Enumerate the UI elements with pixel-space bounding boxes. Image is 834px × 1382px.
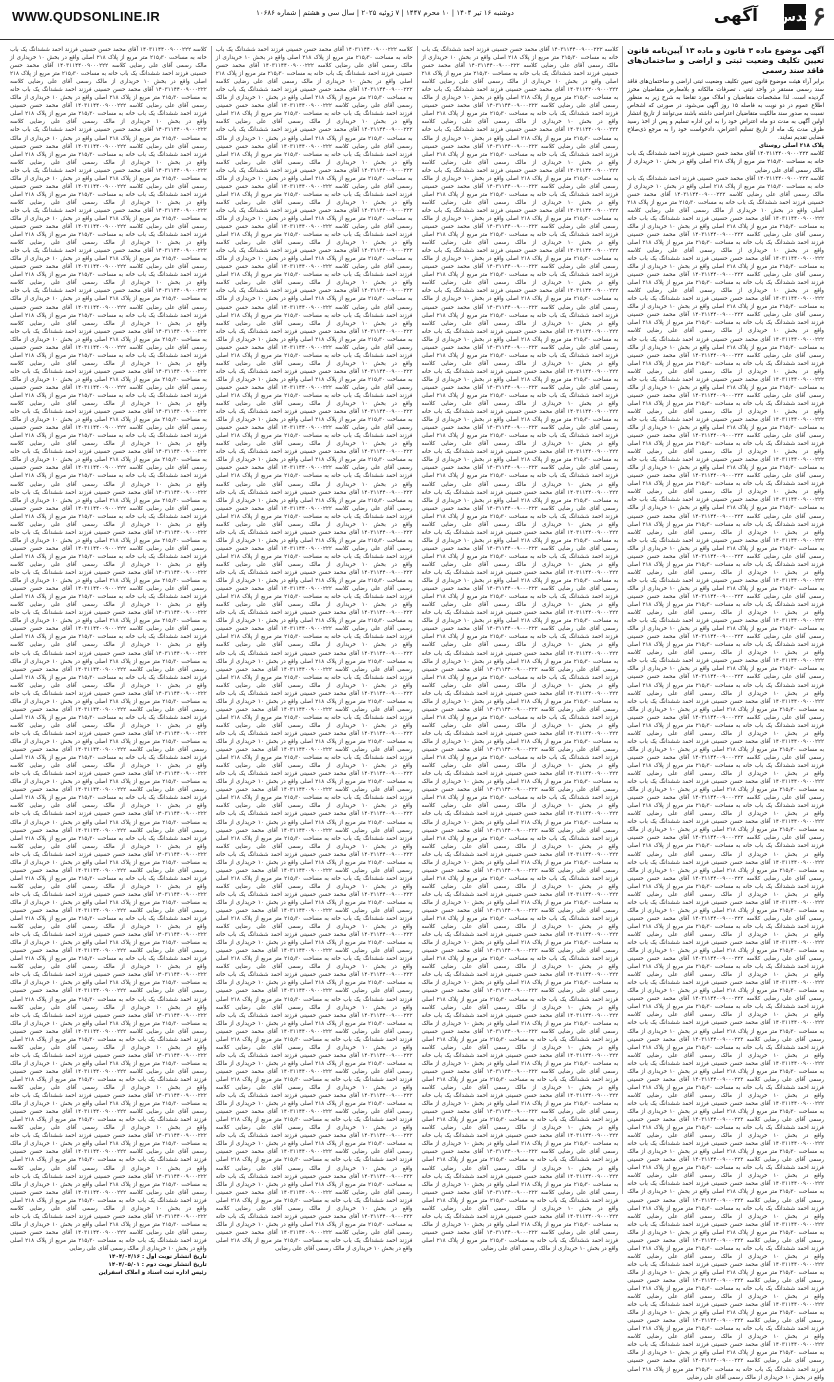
issue-line: دوشنبه ۱۶ تیر ۱۴۰۴ | ۱۰ محرم ۱۴۴۷ | ۷ ژوئیه ۲۰۲۵ | سال سی و هشتم | شماره ۱۰۶۸۶ xyxy=(256,9,514,17)
notice-intro: برابر آراء هیئت موضوع قانون تعیین تکلیف وضعیت ثبتی اراضی و ساختمان‌های فاقد سند رسمی مستقر در واحد ثبتی ، تصرفات مالکانه و بلامعارض متقاضیان محرز گردیده است. لذا مشخصات متقاضیان و املاک مورد تقاضا به شرح زیر به منظور اطلاع عموم در دو نوبت به فاصله ۱۵ روز آگهی می‌شود. در صورتی که اشخاص نسبت به صدور سند مالکیت متقاضیان اعتراضی داشته باشند می‌توانند از تاریخ انتشار اولین آگهی به مدت دو ماه اعتراض خود را به این اداره تسلیم و پس از اخذ رسید ظرف مدت یک ماه از تاریخ تسلیم اعتراض، دادخواست خود را به مرجع ذی‌صلاح قضایی تقدیم نمایند. xyxy=(627,79,825,142)
notice-entry: کلاسه ۱۴۰۳۱۱۴۴۰۰۹۰۰۰۲۲۲ آقای محمد حسن حسینی فرزند احمد ششدانگ یک باب خانه به مساحت ۲۱۵٫۳۰ متر مربع از پلاک ۲۱۸ اصلی واقع در بخش ۱۰ خریداری از مالک رسمی آقای علی رضایی xyxy=(627,151,825,174)
column-3 xyxy=(211,46,417,1252)
publication-date-2: تاریخ انتشار نوبت دوم : ۱۴۰۴/۰۵/۰۱ xyxy=(108,1262,207,1269)
column-2 xyxy=(417,46,623,1252)
column-body: کلاسه ۱۴۰۳۱۱۴۴۰۰۹۰۰۰۲۲۲ آقای محمد حسن حسینی فرزند احمد ششدانگ یک باب خانه به مساحت ۲۱۵٫۳۰ متر مربع از پلاک ۲۱۸ اصلی واقع در بخش ۱۰ خریداری از مالک رسمی آقای علی رضایی کلاسه ۱۴۰۳۱۱۴۴۰۰۹۰۰۰۲۲۲ آقای محمد حسن حسینی فرزند احمد ششدانگ یک باب خانه به مساحت ۲۱۵٫۳۰ متر مربع از پلاک ۲۱۸ اصلی واقع در بخش ۱۰ خریداری از مالک رسمی آقای علی رضایی کلاسه ۱۴۰۳۱۱۴۴۰۰۹۰۰۰۲۲۲ آقای محمد حسن حسینی فرزند احمد ششدانگ یک باب خانه به مساحت ۲۱۵٫۳۰ متر مربع از پلاک ۲۱۸ اصلی واقع در بخش ۱۰ خریداری از مالک رسمی آقای علی رضایی کلاسه ۱۴۰۳۱۱۴۴۰۰۹۰۰۰۲۲۲ آقای محمد حسن حسینی فرزند احمد ششدانگ یک باب خانه به مساحت ۲۱۵٫۳۰ متر مربع از پلاک ۲۱۸ اصلی واقع در بخش ۱۰ خریداری از مالک رسمی آقای علی رضایی کلاسه ۱۴۰۳۱۱۴۴۰۰۹۰۰۰۲۲۲ آقای محمد حسن حسینی فرزند احمد ششدانگ یک باب خانه به مساحت ۲۱۵٫۳۰ متر مربع از پلاک ۲۱۸ اصلی واقع در بخش ۱۰ خریداری از مالک رسمی آقای علی رضایی کلاسه ۱۴۰۳۱۱۴۴۰۰۹۰۰۰۲۲۲ آقای محمد حسن حسینی فرزند احمد ششدانگ یک باب خانه به مساحت ۲۱۵٫۳۰ متر مربع از پلاک ۲۱۸ اصلی واقع در بخش ۱۰ خریداری از مالک رسمی آقای علی رضایی کلاسه ۱۴۰۳۱۱۴۴۰۰۹۰۰۰۲۲۲ آقای محمد حسن حسینی فرزند احمد ششدانگ یک باب خانه به مساحت ۲۱۵٫۳۰ متر مربع از پلاک ۲۱۸ اصلی واقع در بخش ۱۰ خریداری از مالک رسمی آقای علی رضایی کلاسه ۱۴۰۳۱۱۴۴۰۰۹۰۰۰۲۲۲ آقای محمد حسن حسینی فرزند احمد ششدانگ یک باب خانه به مساحت ۲۱۵٫۳۰ متر مربع از پلاک ۲۱۸ اصلی واقع در بخش ۱۰ خریداری از مالک رسمی آقای علی رضایی کلاسه ۱۴۰۳۱۱۴۴۰۰۹۰۰۰۲۲۲ آقای محمد حسن حسینی فرزند احمد ششدانگ یک باب خانه به مساحت ۲۱۵٫۳۰ متر مربع از پلاک ۲۱۸ اصلی واقع در بخش ۱۰ خریداری از مالک رسمی آقای علی رضایی کلاسه ۱۴۰۳۱۱۴۴۰۰۹۰۰۰۲۲۲ آقای محمد حسن حسینی فرزند احمد ششدانگ یک باب خانه به مساحت ۲۱۵٫۳۰ متر مربع از پلاک ۲۱۸ اصلی واقع در بخش ۱۰ خریداری از مالک رسمی آقای علی رضایی کلاسه ۱۴۰۳۱۱۴۴۰۰۹۰۰۰۲۲۲ آقای محمد حسن حسینی فرزند احمد ششدانگ یک باب خانه به مساحت ۲۱۵٫۳۰ متر مربع از پلاک ۲۱۸ اصلی واقع در بخش ۱۰ خریداری از مالک رسمی آقای علی رضایی کلاسه ۱۴۰۳۱۱۴۴۰۰۹۰۰۰۲۲۲ آقای محمد حسن حسینی فرزند احمد ششدانگ یک باب خانه به مساحت ۲۱۵٫۳۰ متر مربع از پلاک ۲۱۸ اصلی واقع در بخش ۱۰ خریداری از مالک رسمی آقای علی رضایی کلاسه ۱۴۰۳۱۱۴۴۰۰۹۰۰۰۲۲۲ آقای محمد حسن حسینی فرزند احمد ششدانگ یک باب خانه به مساحت ۲۱۵٫۳۰ متر مربع از پلاک ۲۱۸ اصلی واقع در بخش ۱۰ خریداری از مالک رسمی آقای علی رضایی کلاسه ۱۴۰۳۱۱۴۴۰۰۹۰۰۰۲۲۲ آقای محمد حسن حسینی فرزند احمد ششدانگ یک باب خانه به مساحت ۲۱۵٫۳۰ متر مربع از پلاک ۲۱۸ اصلی واقع در بخش ۱۰ خریداری از مالک رسمی آقای علی رضایی کلاسه ۱۴۰۳۱۱۴۴۰۰۹۰۰۰۲۲۲ آقای محمد حسن حسینی فرزند احمد ششدانگ یک باب خانه به مساحت ۲۱۵٫۳۰ متر مربع از پلاک ۲۱۸ اصلی واقع در بخش ۱۰ خریداری از مالک رسمی آقای علی رضایی کلاسه ۱۴۰۳۱۱۴۴۰۰۹۰۰۰۲۲۲ آقای محمد حسن حسینی فرزند احمد ششدانگ یک باب خانه به مساحت ۲۱۵٫۳۰ متر مربع از پلاک ۲۱۸ اصلی واقع در بخش ۱۰ خریداری از مالک رسمی آقای علی رضایی کلاسه ۱۴۰۳۱۱۴۴۰۰۹۰۰۰۲۲۲ آقای محمد حسن حسینی فرزند احمد ششدانگ یک باب خانه به مساحت ۲۱۵٫۳۰ متر مربع از پلاک ۲۱۸ اصلی واقع در بخش ۱۰ خریداری از مالک رسمی آقای علی رضایی کلاسه ۱۴۰۳۱۱۴۴۰۰۹۰۰۰۲۲۲ آقای محمد حسن حسینی فرزند احمد ششدانگ یک باب خانه به مساحت ۲۱۵٫۳۰ متر مربع از پلاک ۲۱۸ اصلی واقع در بخش ۱۰ خریداری از مالک رسمی آقای علی رضایی کلاسه ۱۴۰۳۱۱۴۴۰۰۹۰۰۰۲۲۲ آقای محمد حسن حسینی فرزند احمد ششدانگ یک باب خانه به مساحت ۲۱۵٫۳۰ متر مربع از پلاک ۲۱۸ اصلی واقع در بخش ۱۰ خریداری از مالک رسمی آقای علی رضایی کلاسه ۱۴۰۳۱۱۴۴۰۰۹۰۰۰۲۲۲ آقای محمد حسن حسینی فرزند احمد ششدانگ یک باب خانه به مساحت ۲۱۵٫۳۰ متر مربع از پلاک ۲۱۸ اصلی واقع در بخش ۱۰ خریداری از مالک رسمی آقای علی رضایی کلاسه ۱۴۰۳۱۱۴۴۰۰۹۰۰۰۲۲۲ آقای محمد حسن حسینی فرزند احمد ششدانگ یک باب خانه به مساحت ۲۱۵٫۳۰ متر مربع از پلاک ۲۱۸ اصلی واقع در بخش ۱۰ خریداری از مالک رسمی آقای علی رضایی کلاسه ۱۴۰۳۱۱۴۴۰۰۹۰۰۰۲۲۲ آقای محمد حسن حسینی فرزند احمد ششدانگ یک باب خانه به مساحت ۲۱۵٫۳۰ متر مربع از پلاک ۲۱۸ اصلی واقع در بخش ۱۰ خریداری از مالک رسمی آقای علی رضایی کلاسه ۱۴۰۳۱۱۴۴۰۰۹۰۰۰۲۲۲ آقای محمد حسن حسینی فرزند احمد ششدانگ یک باب خانه به مساحت ۲۱۵٫۳۰ متر مربع از پلاک ۲۱۸ اصلی واقع در بخش ۱۰ خریداری از مالک رسمی آقای علی رضایی کلاسه ۱۴۰۳۱۱۴۴۰۰۹۰۰۰۲۲۲ آقای محمد حسن حسینی فرزند احمد ششدانگ یک باب خانه به مساحت ۲۱۵٫۳۰ متر مربع از پلاک ۲۱۸ اصلی واقع در بخش ۱۰ خریداری از مالک رسمی آقای علی رضایی کلاسه ۱۴۰۳۱۱۴۴۰۰۹۰۰۰۲۲۲ آقای محمد حسن حسینی فرزند احمد ششدانگ یک باب خانه به مساحت ۲۱۵٫۳۰ متر مربع از پلاک ۲۱۸ اصلی واقع در بخش ۱۰ خریداری از مالک رسمی آقای علی رضایی کلاسه ۱۴۰۳۱۱۴۴۰۰۹۰۰۰۲۲۲ آقای محمد حسن حسینی فرزند احمد ششدانگ یک باب خانه به مساحت ۲۱۵٫۳۰ متر مربع از پلاک ۲۱۸ اصلی واقع در بخش ۱۰ خریداری از مالک رسمی آقای علی رضایی کلاسه ۱۴۰۳۱۱۴۴۰۰۹۰۰۰۲۲۲ آقای محمد حسن حسینی فرزند احمد ششدانگ یک باب خانه به مساحت ۲۱۵٫۳۰ متر مربع از پلاک ۲۱۸ اصلی واقع در بخش ۱۰ خریداری از مالک رسمی آقای علی رضایی کلاسه ۱۴۰۳۱۱۴۴۰۰۹۰۰۰۲۲۲ آقای محمد حسن حسینی فرزند احمد ششدانگ یک باب خانه به مساحت ۲۱۵٫۳۰ متر مربع از پلاک ۲۱۸ اصلی واقع در بخش ۱۰ خریداری از مالک رسمی آقای علی رضایی کلاسه ۱۴۰۳۱۱۴۴۰۰۹۰۰۰۲۲۲ آقای محمد حسن حسینی فرزند احمد ششدانگ یک باب خانه به مساحت ۲۱۵٫۳۰ متر مربع از پلاک ۲۱۸ اصلی واقع در بخش ۱۰ خریداری از مالک رسمی آقای علی رضایی کلاسه ۱۴۰۳۱۱۴۴۰۰۹۰۰۰۲۲۲ آقای محمد حسن حسینی فرزند احمد ششدانگ یک باب خانه به مساحت ۲۱۵٫۳۰ متر مربع از پلاک ۲۱۸ اصلی واقع در بخش ۱۰ خریداری از مالک رسمی آقای علی رضایی کلاسه ۱۴۰۳۱۱۴۴۰۰۹۰۰۰۲۲۲ آقای محمد حسن حسینی فرزند احمد ششدانگ یک باب خانه به مساحت ۲۱۵٫۳۰ متر مربع از پلاک ۲۱۸ اصلی واقع در بخش ۱۰ خریداری از مالک رسمی آقای علی رضایی کلاسه ۱۴۰۳۱۱۴۴۰۰۹۰۰۰۲۲۲ آقای محمد حسن حسینی فرزند احمد ششدانگ یک باب خانه به مساحت ۲۱۵٫۳۰ متر مربع از پلاک ۲۱۸ اصلی واقع در بخش ۱۰ خریداری از مالک رسمی آقای علی رضایی کلاسه ۱۴۰۳۱۱۴۴۰۰۹۰۰۰۲۲۲ آقای محمد حسن حسینی فرزند احمد ششدانگ یک باب خانه به مساحت ۲۱۵٫۳۰ متر مربع از پلاک ۲۱۸ اصلی واقع در بخش ۱۰ خریداری از مالک رسمی آقای علی رضایی کلاسه ۱۴۰۳۱۱۴۴۰۰۹۰۰۰۲۲۲ آقای محمد حسن حسینی فرزند احمد ششدانگ یک باب خانه به مساحت ۲۱۵٫۳۰ متر مربع از پلاک ۲۱۸ اصلی واقع در بخش ۱۰ خریداری از مالک رسمی آقای علی رضایی کلاسه ۱۴۰۳۱۱۴۴۰۰۹۰۰۰۲۲۲ آقای محمد حسن حسینی فرزند احمد ششدانگ یک باب خانه به مساحت ۲۱۵٫۳۰ متر مربع از پلاک ۲۱۸ اصلی واقع در بخش ۱۰ خریداری از مالک رسمی آقای علی رضایی کلاسه ۱۴۰۳۱۱۴۴۰۰۹۰۰۰۲۲۲ آقای محمد حسن حسینی فرزند احمد ششدانگ یک باب خانه به مساحت ۲۱۵٫۳۰ متر مربع از پلاک ۲۱۸ اصلی واقع در بخش ۱۰ خریداری از مالک رسمی آقای علی رضایی کلاسه ۱۴۰۳۱۱۴۴۰۰۹۰۰۰۲۲۲ آقای محمد حسن حسینی فرزند احمد ششدانگ یک باب خانه به مساحت ۲۱۵٫۳۰ متر مربع از پلاک ۲۱۸ اصلی واقع در بخش ۱۰ خریداری از مالک رسمی آقای علی رضایی کلاسه ۱۴۰۳۱۱۴۴۰۰۹۰۰۰۲۲۲ آقای محمد حسن حسینی فرزند احمد ششدانگ یک باب خانه به مساحت ۲۱۵٫۳۰ متر مربع از پلاک ۲۱۸ اصلی واقع در بخش ۱۰ خریداری از مالک رسمی آقای علی رضایی کلاسه ۱۴۰۳۱۱۴۴۰۰۹۰۰۰۲۲۲ آقای محمد حسن حسینی فرزند احمد ششدانگ یک باب خانه به مساحت ۲۱۵٫۳۰ متر مربع از پلاک ۲۱۸ اصلی واقع در بخش ۱۰ خریداری از مالک رسمی آقای علی رضایی کلاسه ۱۴۰۳۱۱۴۴۰۰۹۰۰۰۲۲۲ آقای محمد حسن حسینی فرزند احمد ششدانگ یک باب خانه به مساحت ۲۱۵٫۳۰ متر مربع از پلاک ۲۱۸ اصلی واقع در بخش ۱۰ خریداری از مالک رسمی آقای علی رضایی کلاسه ۱۴۰۳۱۱۴۴۰۰۹۰۰۰۲۲۲ آقای محمد حسن حسینی فرزند احمد ششدانگ یک باب خانه به مساحت ۲۱۵٫۳۰ متر مربع از پلاک ۲۱۸ اصلی واقع در بخش ۱۰ خریداری از مالک رسمی آقای علی رضایی کلاسه ۱۴۰۳۱۱۴۴۰۰۹۰۰۰۲۲۲ آقای محمد حسن حسینی فرزند احمد ششدانگ یک باب خانه به مساحت ۲۱۵٫۳۰ متر مربع از پلاک ۲۱۸ اصلی واقع در بخش ۱۰ خریداری از مالک رسمی آقای علی رضایی کلاسه ۱۴۰۳۱۱۴۴۰۰۹۰۰۰۲۲۲ آقای محمد حسن حسینی فرزند احمد ششدانگ یک باب خانه به مساحت ۲۱۵٫۳۰ متر مربع از پلاک ۲۱۸ اصلی واقع در بخش ۱۰ خریداری از مالک رسمی آقای علی رضایی کلاسه ۱۴۰۳۱۱۴۴۰۰۹۰۰۰۲۲۲ آقای محمد حسن حسینی فرزند احمد ششدانگ یک باب خانه به مساحت ۲۱۵٫۳۰ متر مربع از پلاک ۲۱۸ اصلی واقع در بخش ۱۰ خریداری از مالک رسمی آقای علی رضایی کلاسه ۱۴۰۳۱۱۴۴۰۰۹۰۰۰۲۲۲ آقای محمد حسن حسینی فرزند احمد ششدانگ یک باب خانه به مساحت ۲۱۵٫۳۰ متر مربع از پلاک ۲۱۸ اصلی واقع در بخش ۱۰ خریداری از مالک رسمی آقای علی رضایی کلاسه ۱۴۰۳۱۱۴۴۰۰۹۰۰۰۲۲۲ آقای محمد حسن حسینی فرزند احمد ششدانگ یک باب خانه به مساحت ۲۱۵٫۳۰ متر مربع از پلاک ۲۱۸ اصلی واقع در بخش ۱۰ خریداری از مالک رسمی آقای علی رضایی کلاسه ۱۴۰۳۱۱۴۴۰۰۹۰۰۰۲۲۲ آقای محمد حسن حسینی فرزند احمد ششدانگ یک باب خانه به مساحت ۲۱۵٫۳۰ متر مربع از پلاک ۲۱۸ اصلی واقع در بخش ۱۰ خریداری از مالک رسمی آقای علی رضایی کلاسه ۱۴۰۳۱۱۴۴۰۰۹۰۰۰۲۲۲ آقای محمد حسن حسینی فرزند احمد ششدانگ یک باب خانه به مساحت ۲۱۵٫۳۰ متر مربع از پلاک ۲۱۸ اصلی واقع در بخش ۱۰ خریداری از مالک رسمی آقای علی رضایی کلاسه ۱۴۰۳۱۱۴۴۰۰۹۰۰۰۲۲۲ آقای محمد حسن حسینی فرزند احمد ششدانگ یک باب خانه به مساحت ۲۱۵٫۳۰ متر مربع از پلاک ۲۱۸ اصلی واقع در بخش ۱۰ خریداری از مالک رسمی آقای علی رضایی کلاسه ۱۴۰۳۱۱۴۴۰۰۹۰۰۰۲۲۲ آقای محمد حسن حسینی فرزند احمد ششدانگ یک باب خانه به مساحت ۲۱۵٫۳۰ متر مربع از پلاک ۲۱۸ اصلی واقع در بخش ۱۰ خریداری از مالک رسمی آقای علی رضایی کلاسه ۱۴۰۳۱۱۴۴۰۰۹۰۰۰۲۲۲ آقای محمد حسن حسینی فرزند احمد ششدانگ یک باب خانه به مساحت ۲۱۵٫۳۰ متر مربع از پلاک ۲۱۸ اصلی واقع در بخش ۱۰ خریداری از مالک رسمی آقای علی رضایی کلاسه ۱۴۰۳۱۱۴۴۰۰۹۰۰۰۲۲۲ آقای محمد حسن حسینی فرزند احمد ششدانگ یک باب خانه به مساحت ۲۱۵٫۳۰ متر مربع از پلاک ۲۱۸ اصلی واقع در بخش ۱۰ خریداری از مالک رسمی آقای علی رضایی کلاسه ۱۴۰۳۱۱۴۴۰۰۹۰۰۰۲۲۲ آقای محمد حسن حسینی فرزند احمد ششدانگ یک باب خانه به مساحت ۲۱۵٫۳۰ متر مربع از پلاک ۲۱۸ اصلی واقع در بخش ۱۰ خریداری از مالک رسمی آقای علی رضایی کلاسه ۱۴۰۳۱۱۴۴۰۰۹۰۰۰۲۲۲ آقای محمد حسن حسینی فرزند احمد ششدانگ یک باب خانه به مساحت ۲۱۵٫۳۰ متر مربع از پلاک ۲۱۸ اصلی واقع در بخش ۱۰ خریداری از مالک رسمی آقای علی رضایی کلاسه ۱۴۰۳۱۱۴۴۰۰۹۰۰۰۲۲۲ آقای محمد حسن حسینی فرزند احمد ششدانگ یک باب خانه به مساحت ۲۱۵٫۳۰ متر مربع از پلاک ۲۱۸ اصلی واقع در بخش ۱۰ خریداری از مالک رسمی آقای علی رضایی کلاسه ۱۴۰۳۱۱۴۴۰۰۹۰۰۰۲۲۲ آقای محمد حسن حسینی فرزند احمد ششدانگ یک باب خانه به مساحت ۲۱۵٫۳۰ متر مربع از پلاک ۲۱۸ اصلی واقع در بخش ۱۰ خریداری از مالک رسمی آقای علی رضایی کلاسه ۱۴۰۳۱۱۴۴۰۰۹۰۰۰۲۲۲ آقای محمد حسن حسینی فرزند احمد ششدانگ یک باب خانه به مساحت ۲۱۵٫۳۰ متر مربع از پلاک ۲۱۸ اصلی واقع در بخش ۱۰ خریداری از مالک رسمی آقای علی رضایی کلاسه ۱۴۰۳۱۱۴۴۰۰۹۰۰۰۲۲۲ آقای محمد حسن حسینی فرزند احمد ششدانگ یک باب خانه به مساحت ۲۱۵٫۳۰ متر مربع از پلاک ۲۱۸ اصلی واقع در بخش ۱۰ خریداری از مالک رسمی آقای علی رضایی کلاسه ۱۴۰۳۱۱۴۴۰۰۹۰۰۰۲۲۲ آقای محمد حسن حسینی فرزند احمد ششدانگ یک باب خانه به مساحت ۲۱۵٫۳۰ متر مربع از پلاک ۲۱۸ اصلی واقع در بخش ۱۰ خریداری از مالک رسمی آقای علی رضایی کلاسه ۱۴۰۳۱۱۴۴۰۰۹۰۰۰۲۲۲ آقای محمد حسن حسینی فرزند احمد ششدانگ یک باب خانه به مساحت ۲۱۵٫۳۰ متر مربع از پلاک ۲۱۸ اصلی واقع در بخش ۱۰ خریداری از مالک رسمی آقای علی رضایی xyxy=(627,175,825,1381)
newspaper-logo: قدس xyxy=(784,4,806,30)
column-body: کلاسه ۱۴۰۳۱۱۴۴۰۰۹۰۰۰۲۲۲ آقای محمد حسن حسینی فرزند احمد ششدانگ یک باب خانه به مساحت ۲۱۵٫۳۰ متر مربع از پلاک ۲۱۸ اصلی واقع در بخش ۱۰ خریداری از مالک رسمی آقای علی رضایی کلاسه ۱۴۰۳۱۱۴۴۰۰۹۰۰۰۲۲۲ آقای محمد حسن حسینی فرزند احمد ششدانگ یک باب خانه به مساحت ۲۱۵٫۳۰ متر مربع از پلاک ۲۱۸ اصلی واقع در بخش ۱۰ خریداری از مالک رسمی آقای علی رضایی کلاسه ۱۴۰۳۱۱۴۴۰۰۹۰۰۰۲۲۲ آقای محمد حسن حسینی فرزند احمد ششدانگ یک باب خانه به مساحت ۲۱۵٫۳۰ متر مربع از پلاک ۲۱۸ اصلی واقع در بخش ۱۰ خریداری از مالک رسمی آقای علی رضایی کلاسه ۱۴۰۳۱۱۴۴۰۰۹۰۰۰۲۲۲ آقای محمد حسن حسینی فرزند احمد ششدانگ یک باب خانه به مساحت ۲۱۵٫۳۰ متر مربع از پلاک ۲۱۸ اصلی واقع در بخش ۱۰ خریداری از مالک رسمی آقای علی رضایی کلاسه ۱۴۰۳۱۱۴۴۰۰۹۰۰۰۲۲۲ آقای محمد حسن حسینی فرزند احمد ششدانگ یک باب خانه به مساحت ۲۱۵٫۳۰ متر مربع از پلاک ۲۱۸ اصلی واقع در بخش ۱۰ خریداری از مالک رسمی آقای علی رضایی کلاسه ۱۴۰۳۱۱۴۴۰۰۹۰۰۰۲۲۲ آقای محمد حسن حسینی فرزند احمد ششدانگ یک باب خانه به مساحت ۲۱۵٫۳۰ متر مربع از پلاک ۲۱۸ اصلی واقع در بخش ۱۰ خریداری از مالک رسمی آقای علی رضایی کلاسه ۱۴۰۳۱۱۴۴۰۰۹۰۰۰۲۲۲ آقای محمد حسن حسینی فرزند احمد ششدانگ یک باب خانه به مساحت ۲۱۵٫۳۰ متر مربع از پلاک ۲۱۸ اصلی واقع در بخش ۱۰ خریداری از مالک رسمی آقای علی رضایی کلاسه ۱۴۰۳۱۱۴۴۰۰۹۰۰۰۲۲۲ آقای محمد حسن حسینی فرزند احمد ششدانگ یک باب خانه به مساحت ۲۱۵٫۳۰ متر مربع از پلاک ۲۱۸ اصلی واقع در بخش ۱۰ خریداری از مالک رسمی آقای علی رضایی کلاسه ۱۴۰۳۱۱۴۴۰۰۹۰۰۰۲۲۲ آقای محمد حسن حسینی فرزند احمد ششدانگ یک باب خانه به مساحت ۲۱۵٫۳۰ متر مربع از پلاک ۲۱۸ اصلی واقع در بخش ۱۰ خریداری از مالک رسمی آقای علی رضایی کلاسه ۱۴۰۳۱۱۴۴۰۰۹۰۰۰۲۲۲ آقای محمد حسن حسینی فرزند احمد ششدانگ یک باب خانه به مساحت ۲۱۵٫۳۰ متر مربع از پلاک ۲۱۸ اصلی واقع در بخش ۱۰ خریداری از مالک رسمی آقای علی رضایی کلاسه ۱۴۰۳۱۱۴۴۰۰۹۰۰۰۲۲۲ آقای محمد حسن حسینی فرزند احمد ششدانگ یک باب خانه به مساحت ۲۱۵٫۳۰ متر مربع از پلاک ۲۱۸ اصلی واقع در بخش ۱۰ خریداری از مالک رسمی آقای علی رضایی کلاسه ۱۴۰۳۱۱۴۴۰۰۹۰۰۰۲۲۲ آقای محمد حسن حسینی فرزند احمد ششدانگ یک باب خانه به مساحت ۲۱۵٫۳۰ متر مربع از پلاک ۲۱۸ اصلی واقع در بخش ۱۰ خریداری از مالک رسمی آقای علی رضایی کلاسه ۱۴۰۳۱۱۴۴۰۰۹۰۰۰۲۲۲ آقای محمد حسن حسینی فرزند احمد ششدانگ یک باب خانه به مساحت ۲۱۵٫۳۰ متر مربع از پلاک ۲۱۸ اصلی واقع در بخش ۱۰ خریداری از مالک رسمی آقای علی رضایی کلاسه ۱۴۰۳۱۱۴۴۰۰۹۰۰۰۲۲۲ آقای محمد حسن حسینی فرزند احمد ششدانگ یک باب خانه به مساحت ۲۱۵٫۳۰ متر مربع از پلاک ۲۱۸ اصلی واقع در بخش ۱۰ خریداری از مالک رسمی آقای علی رضایی کلاسه ۱۴۰۳۱۱۴۴۰۰۹۰۰۰۲۲۲ آقای محمد حسن حسینی فرزند احمد ششدانگ یک باب خانه به مساحت ۲۱۵٫۳۰ متر مربع از پلاک ۲۱۸ اصلی واقع در بخش ۱۰ خریداری از مالک رسمی آقای علی رضایی کلاسه ۱۴۰۳۱۱۴۴۰۰۹۰۰۰۲۲۲ آقای محمد حسن حسینی فرزند احمد ششدانگ یک باب خانه به مساحت ۲۱۵٫۳۰ متر مربع از پلاک ۲۱۸ اصلی واقع در بخش ۱۰ خریداری از مالک رسمی آقای علی رضایی کلاسه ۱۴۰۳۱۱۴۴۰۰۹۰۰۰۲۲۲ آقای محمد حسن حسینی فرزند احمد ششدانگ یک باب خانه به مساحت ۲۱۵٫۳۰ متر مربع از پلاک ۲۱۸ اصلی واقع در بخش ۱۰ خریداری از مالک رسمی آقای علی رضایی کلاسه ۱۴۰۳۱۱۴۴۰۰۹۰۰۰۲۲۲ آقای محمد حسن حسینی فرزند احمد ششدانگ یک باب خانه به مساحت ۲۱۵٫۳۰ متر مربع از پلاک ۲۱۸ اصلی واقع در بخش ۱۰ خریداری از مالک رسمی آقای علی رضایی کلاسه ۱۴۰۳۱۱۴۴۰۰۹۰۰۰۲۲۲ آقای محمد حسن حسینی فرزند احمد ششدانگ یک باب خانه به مساحت ۲۱۵٫۳۰ متر مربع از پلاک ۲۱۸ اصلی واقع در بخش ۱۰ خریداری از مالک رسمی آقای علی رضایی کلاسه ۱۴۰۳۱۱۴۴۰۰۹۰۰۰۲۲۲ آقای محمد حسن حسینی فرزند احمد ششدانگ یک باب خانه به مساحت ۲۱۵٫۳۰ متر مربع از پلاک ۲۱۸ اصلی واقع در بخش ۱۰ خریداری از مالک رسمی آقای علی رضایی کلاسه ۱۴۰۳۱۱۴۴۰۰۹۰۰۰۲۲۲ آقای محمد حسن حسینی فرزند احمد ششدانگ یک باب خانه به مساحت ۲۱۵٫۳۰ متر مربع از پلاک ۲۱۸ اصلی واقع در بخش ۱۰ خریداری از مالک رسمی آقای علی رضایی کلاسه ۱۴۰۳۱۱۴۴۰۰۹۰۰۰۲۲۲ آقای محمد حسن حسینی فرزند احمد ششدانگ یک باب خانه به مساحت ۲۱۵٫۳۰ متر مربع از پلاک ۲۱۸ اصلی واقع در بخش ۱۰ خریداری از مالک رسمی آقای علی رضایی کلاسه ۱۴۰۳۱۱۴۴۰۰۹۰۰۰۲۲۲ آقای محمد حسن حسینی فرزند احمد ششدانگ یک باب خانه به مساحت ۲۱۵٫۳۰ متر مربع از پلاک ۲۱۸ اصلی واقع در بخش ۱۰ خریداری از مالک رسمی آقای علی رضایی کلاسه ۱۴۰۳۱۱۴۴۰۰۹۰۰۰۲۲۲ آقای محمد حسن حسینی فرزند احمد ششدانگ یک باب خانه به مساحت ۲۱۵٫۳۰ متر مربع از پلاک ۲۱۸ اصلی واقع در بخش ۱۰ خریداری از مالک رسمی آقای علی رضایی کلاسه ۱۴۰۳۱۱۴۴۰۰۹۰۰۰۲۲۲ آقای محمد حسن حسینی فرزند احمد ششدانگ یک باب خانه به مساحت ۲۱۵٫۳۰ متر مربع از پلاک ۲۱۸ اصلی واقع در بخش ۱۰ خریداری از مالک رسمی آقای علی رضایی کلاسه ۱۴۰۳۱۱۴۴۰۰۹۰۰۰۲۲۲ آقای محمد حسن حسینی فرزند احمد ششدانگ یک باب خانه به مساحت ۲۱۵٫۳۰ متر مربع از پلاک ۲۱۸ اصلی واقع در بخش ۱۰ خریداری از مالک رسمی آقای علی رضایی کلاسه ۱۴۰۳۱۱۴۴۰۰۹۰۰۰۲۲۲ آقای محمد حسن حسینی فرزند احمد ششدانگ یک باب خانه به مساحت ۲۱۵٫۳۰ متر مربع از پلاک ۲۱۸ اصلی واقع در بخش ۱۰ خریداری از مالک رسمی آقای علی رضایی کلاسه ۱۴۰۳۱۱۴۴۰۰۹۰۰۰۲۲۲ آقای محمد حسن حسینی فرزند احمد ششدانگ یک باب خانه به مساحت ۲۱۵٫۳۰ متر مربع از پلاک ۲۱۸ اصلی واقع در بخش ۱۰ خریداری از مالک رسمی آقای علی رضایی کلاسه ۱۴۰۳۱۱۴۴۰۰۹۰۰۰۲۲۲ آقای محمد حسن حسینی فرزند احمد ششدانگ یک باب خانه به مساحت ۲۱۵٫۳۰ متر مربع از پلاک ۲۱۸ اصلی واقع در بخش ۱۰ خریداری از مالک رسمی آقای علی رضایی کلاسه ۱۴۰۳۱۱۴۴۰۰۹۰۰۰۲۲۲ آقای محمد حسن حسینی فرزند احمد ششدانگ یک باب خانه به مساحت ۲۱۵٫۳۰ متر مربع از پلاک ۲۱۸ اصلی واقع در بخش ۱۰ خریداری از مالک رسمی آقای علی رضایی کلاسه ۱۴۰۳۱۱۴۴۰۰۹۰۰۰۲۲۲ آقای محمد حسن حسینی فرزند احمد ششدانگ یک باب خانه به مساحت ۲۱۵٫۳۰ متر مربع از پلاک ۲۱۸ اصلی واقع در بخش ۱۰ خریداری از مالک رسمی آقای علی رضایی کلاسه ۱۴۰۳۱۱۴۴۰۰۹۰۰۰۲۲۲ آقای محمد حسن حسینی فرزند احمد ششدانگ یک باب خانه به مساحت ۲۱۵٫۳۰ متر مربع از پلاک ۲۱۸ اصلی واقع در بخش ۱۰ خریداری از مالک رسمی آقای علی رضایی کلاسه ۱۴۰۳۱۱۴۴۰۰۹۰۰۰۲۲۲ آقای محمد حسن حسینی فرزند احمد ششدانگ یک باب خانه به مساحت ۲۱۵٫۳۰ متر مربع از پلاک ۲۱۸ اصلی واقع در بخش ۱۰ خریداری از مالک رسمی آقای علی رضایی کلاسه ۱۴۰۳۱۱۴۴۰۰۹۰۰۰۲۲۲ آقای محمد حسن حسینی فرزند احمد ششدانگ یک باب خانه به مساحت ۲۱۵٫۳۰ متر مربع از پلاک ۲۱۸ اصلی واقع در بخش ۱۰ خریداری از مالک رسمی آقای علی رضایی کلاسه ۱۴۰۳۱۱۴۴۰۰۹۰۰۰۲۲۲ آقای محمد حسن حسینی فرزند احمد ششدانگ یک باب خانه به مساحت ۲۱۵٫۳۰ متر مربع از پلاک ۲۱۸ اصلی واقع در بخش ۱۰ خریداری از مالک رسمی آقای علی رضایی کلاسه ۱۴۰۳۱۱۴۴۰۰۹۰۰۰۲۲۲ آقای محمد حسن حسینی فرزند احمد ششدانگ یک باب خانه به مساحت ۲۱۵٫۳۰ متر مربع از پلاک ۲۱۸ اصلی واقع در بخش ۱۰ خریداری از مالک رسمی آقای علی رضایی کلاسه ۱۴۰۳۱۱۴۴۰۰۹۰۰۰۲۲۲ آقای محمد حسن حسینی فرزند احمد ششدانگ یک باب خانه به مساحت ۲۱۵٫۳۰ متر مربع از پلاک ۲۱۸ اصلی واقع در بخش ۱۰ خریداری از مالک رسمی آقای علی رضایی کلاسه ۱۴۰۳۱۱۴۴۰۰۹۰۰۰۲۲۲ آقای محمد حسن حسینی فرزند احمد ششدانگ یک باب خانه به مساحت ۲۱۵٫۳۰ متر مربع از پلاک ۲۱۸ اصلی واقع در بخش ۱۰ خریداری از مالک رسمی آقای علی رضایی کلاسه ۱۴۰۳۱۱۴۴۰۰۹۰۰۰۲۲۲ آقای محمد حسن حسینی فرزند احمد ششدانگ یک باب خانه به مساحت ۲۱۵٫۳۰ متر مربع از پلاک ۲۱۸ اصلی واقع در بخش ۱۰ خریداری از مالک رسمی آقای علی رضایی کلاسه ۱۴۰۳۱۱۴۴۰۰۹۰۰۰۲۲۲ آقای محمد حسن حسینی فرزند احمد ششدانگ یک باب خانه به مساحت ۲۱۵٫۳۰ متر مربع از پلاک ۲۱۸ اصلی واقع در بخش ۱۰ خریداری از مالک رسمی آقای علی رضایی کلاسه ۱۴۰۳۱۱۴۴۰۰۹۰۰۰۲۲۲ آقای محمد حسن حسینی فرزند احمد ششدانگ یک باب خانه به مساحت ۲۱۵٫۳۰ متر مربع از پلاک ۲۱۸ اصلی واقع در بخش ۱۰ خریداری از مالک رسمی آقای علی رضایی کلاسه ۱۴۰۳۱۱۴۴۰۰۹۰۰۰۲۲۲ آقای محمد حسن حسینی فرزند احمد ششدانگ یک باب خانه به مساحت ۲۱۵٫۳۰ متر مربع از پلاک ۲۱۸ اصلی واقع در بخش ۱۰ خریداری از مالک رسمی آقای علی رضایی کلاسه ۱۴۰۳۱۱۴۴۰۰۹۰۰۰۲۲۲ آقای محمد حسن حسینی فرزند احمد ششدانگ یک باب خانه به مساحت ۲۱۵٫۳۰ متر مربع از پلاک ۲۱۸ اصلی واقع در بخش ۱۰ خریداری از مالک رسمی آقای علی رضایی کلاسه ۱۴۰۳۱۱۴۴۰۰۹۰۰۰۲۲۲ آقای محمد حسن حسینی فرزند احمد ششدانگ یک باب خانه به مساحت ۲۱۵٫۳۰ متر مربع از پلاک ۲۱۸ اصلی واقع در بخش ۱۰ خریداری از مالک رسمی آقای علی رضایی کلاسه ۱۴۰۳۱۱۴۴۰۰۹۰۰۰۲۲۲ آقای محمد حسن حسینی فرزند احمد ششدانگ یک باب خانه به مساحت ۲۱۵٫۳۰ متر مربع از پلاک ۲۱۸ اصلی واقع در بخش ۱۰ خریداری از مالک رسمی آقای علی رضایی کلاسه ۱۴۰۳۱۱۴۴۰۰۹۰۰۰۲۲۲ آقای محمد حسن حسینی فرزند احمد ششدانگ یک باب خانه به مساحت ۲۱۵٫۳۰ متر مربع از پلاک ۲۱۸ اصلی واقع در بخش ۱۰ خریداری از مالک رسمی آقای علی رضایی کلاسه ۱۴۰۳۱۱۴۴۰۰۹۰۰۰۲۲۲ آقای محمد حسن حسینی فرزند احمد ششدانگ یک باب خانه به مساحت ۲۱۵٫۳۰ متر مربع از پلاک ۲۱۸ اصلی واقع در بخش ۱۰ خریداری از مالک رسمی آقای علی رضایی کلاسه ۱۴۰۳۱۱۴۴۰۰۹۰۰۰۲۲۲ آقای محمد حسن حسینی فرزند احمد ششدانگ یک باب خانه به مساحت ۲۱۵٫۳۰ متر مربع از پلاک ۲۱۸ اصلی واقع در بخش ۱۰ خریداری از مالک رسمی آقای علی رضایی کلاسه ۱۴۰۳۱۱۴۴۰۰۹۰۰۰۲۲۲ آقای محمد حسن حسینی فرزند احمد ششدانگ یک باب خانه به مساحت ۲۱۵٫۳۰ متر مربع از پلاک ۲۱۸ اصلی واقع در بخش ۱۰ خریداری از مالک رسمی آقای علی رضایی کلاسه ۱۴۰۳۱۱۴۴۰۰۹۰۰۰۲۲۲ آقای محمد حسن حسینی فرزند احمد ششدانگ یک باب خانه به مساحت ۲۱۵٫۳۰ متر مربع از پلاک ۲۱۸ اصلی واقع در بخش ۱۰ خریداری از مالک رسمی آقای علی رضایی کلاسه ۱۴۰۳۱۱۴۴۰۰۹۰۰۰۲۲۲ آقای محمد حسن حسینی فرزند احمد ششدانگ یک باب خانه به مساحت ۲۱۵٫۳۰ متر مربع از پلاک ۲۱۸ اصلی واقع در بخش ۱۰ خریداری از مالک رسمی آقای علی رضایی کلاسه ۱۴۰۳۱۱۴۴۰۰۹۰۰۰۲۲۲ آقای محمد حسن حسینی فرزند احمد ششدانگ یک باب خانه به مساحت ۲۱۵٫۳۰ متر مربع از پلاک ۲۱۸ اصلی واقع در بخش ۱۰ خریداری از مالک رسمی آقای علی رضایی کلاسه ۱۴۰۳۱۱۴۴۰۰۹۰۰۰۲۲۲ آقای محمد حسن حسینی فرزند احمد ششدانگ یک باب خانه به مساحت ۲۱۵٫۳۰ متر مربع از پلاک ۲۱۸ اصلی واقع در بخش ۱۰ خریداری از مالک رسمی آقای علی رضایی کلاسه ۱۴۰۳۱۱۴۴۰۰۹۰۰۰۲۲۲ آقای محمد حسن حسینی فرزند احمد ششدانگ یک باب خانه به مساحت ۲۱۵٫۳۰ متر مربع از پلاک ۲۱۸ اصلی واقع در بخش ۱۰ خریداری از مالک رسمی آقای علی رضایی کلاسه ۱۴۰۳۱۱۴۴۰۰۹۰۰۰۲۲۲ آقای محمد حسن حسینی فرزند احمد ششدانگ یک باب خانه به مساحت ۲۱۵٫۳۰ متر مربع از پلاک ۲۱۸ اصلی واقع در بخش ۱۰ خریداری از مالک رسمی آقای علی رضایی کلاسه ۱۴۰۳۱۱۴۴۰۰۹۰۰۰۲۲۲ آقای محمد حسن حسینی فرزند احمد ششدانگ یک باب خانه به مساحت ۲۱۵٫۳۰ متر مربع از پلاک ۲۱۸ اصلی واقع در بخش ۱۰ خریداری از مالک رسمی آقای علی رضایی کلاسه ۱۴۰۳۱۱۴۴۰۰۹۰۰۰۲۲۲ آقای محمد حسن حسینی فرزند احمد ششدانگ یک باب خانه به مساحت ۲۱۵٫۳۰ متر مربع از پلاک ۲۱۸ اصلی واقع در بخش ۱۰ خریداری از مالک رسمی آقای علی رضایی کلاسه ۱۴۰۳۱۱۴۴۰۰۹۰۰۰۲۲۲ آقای محمد حسن حسینی فرزند احمد ششدانگ یک باب خانه به مساحت ۲۱۵٫۳۰ متر مربع از پلاک ۲۱۸ اصلی واقع در بخش ۱۰ خریداری از مالک رسمی آقای علی رضایی کلاسه ۱۴۰۳۱۱۴۴۰۰۹۰۰۰۲۲۲ آقای محمد حسن حسینی فرزند احمد ششدانگ یک باب خانه به مساحت ۲۱۵٫۳۰ متر مربع از پلاک ۲۱۸ اصلی واقع در بخش ۱۰ خریداری از مالک رسمی آقای علی رضایی کلاسه ۱۴۰۳۱۱۴۴۰۰۹۰۰۰۲۲۲ آقای محمد حسن حسینی فرزند احمد ششدانگ یک باب خانه به مساحت ۲۱۵٫۳۰ متر مربع از پلاک ۲۱۸ اصلی واقع در بخش ۱۰ خریداری از مالک رسمی آقای علی رضایی xyxy=(215,47,413,1252)
signature: رئیس اداره ثبت اسناد و املاک اسفراین xyxy=(98,1270,207,1277)
column-body: کلاسه ۱۴۰۳۱۱۴۴۰۰۹۰۰۰۲۲۲ آقای محمد حسن حسینی فرزند احمد ششدانگ یک باب خانه به مساحت ۲۱۵٫۳۰ متر مربع از پلاک ۲۱۸ اصلی واقع در بخش ۱۰ خریداری از مالک رسمی آقای علی رضایی کلاسه ۱۴۰۳۱۱۴۴۰۰۹۰۰۰۲۲۲ آقای محمد حسن حسینی فرزند احمد ششدانگ یک باب خانه به مساحت ۲۱۵٫۳۰ متر مربع از پلاک ۲۱۸ اصلی واقع در بخش ۱۰ خریداری از مالک رسمی آقای علی رضایی کلاسه ۱۴۰۳۱۱۴۴۰۰۹۰۰۰۲۲۲ آقای محمد حسن حسینی فرزند احمد ششدانگ یک باب خانه به مساحت ۲۱۵٫۳۰ متر مربع از پلاک ۲۱۸ اصلی واقع در بخش ۱۰ خریداری از مالک رسمی آقای علی رضایی کلاسه ۱۴۰۳۱۱۴۴۰۰۹۰۰۰۲۲۲ آقای محمد حسن حسینی فرزند احمد ششدانگ یک باب خانه به مساحت ۲۱۵٫۳۰ متر مربع از پلاک ۲۱۸ اصلی واقع در بخش ۱۰ خریداری از مالک رسمی آقای علی رضایی کلاسه ۱۴۰۳۱۱۴۴۰۰۹۰۰۰۲۲۲ آقای محمد حسن حسینی فرزند احمد ششدانگ یک باب خانه به مساحت ۲۱۵٫۳۰ متر مربع از پلاک ۲۱۸ اصلی واقع در بخش ۱۰ خریداری از مالک رسمی آقای علی رضایی کلاسه ۱۴۰۳۱۱۴۴۰۰۹۰۰۰۲۲۲ آقای محمد حسن حسینی فرزند احمد ششدانگ یک باب خانه به مساحت ۲۱۵٫۳۰ متر مربع از پلاک ۲۱۸ اصلی واقع در بخش ۱۰ خریداری از مالک رسمی آقای علی رضایی کلاسه ۱۴۰۳۱۱۴۴۰۰۹۰۰۰۲۲۲ آقای محمد حسن حسینی فرزند احمد ششدانگ یک باب خانه به مساحت ۲۱۵٫۳۰ متر مربع از پلاک ۲۱۸ اصلی واقع در بخش ۱۰ خریداری از مالک رسمی آقای علی رضایی کلاسه ۱۴۰۳۱۱۴۴۰۰۹۰۰۰۲۲۲ آقای محمد حسن حسینی فرزند احمد ششدانگ یک باب خانه به مساحت ۲۱۵٫۳۰ متر مربع از پلاک ۲۱۸ اصلی واقع در بخش ۱۰ خریداری از مالک رسمی آقای علی رضایی کلاسه ۱۴۰۳۱۱۴۴۰۰۹۰۰۰۲۲۲ آقای محمد حسن حسینی فرزند احمد ششدانگ یک باب خانه به مساحت ۲۱۵٫۳۰ متر مربع از پلاک ۲۱۸ اصلی واقع در بخش ۱۰ خریداری از مالک رسمی آقای علی رضایی کلاسه ۱۴۰۳۱۱۴۴۰۰۹۰۰۰۲۲۲ آقای محمد حسن حسینی فرزند احمد ششدانگ یک باب خانه به مساحت ۲۱۵٫۳۰ متر مربع از پلاک ۲۱۸ اصلی واقع در بخش ۱۰ خریداری از مالک رسمی آقای علی رضایی کلاسه ۱۴۰۳۱۱۴۴۰۰۹۰۰۰۲۲۲ آقای محمد حسن حسینی فرزند احمد ششدانگ یک باب خانه به مساحت ۲۱۵٫۳۰ متر مربع از پلاک ۲۱۸ اصلی واقع در بخش ۱۰ خریداری از مالک رسمی آقای علی رضایی کلاسه ۱۴۰۳۱۱۴۴۰۰۹۰۰۰۲۲۲ آقای محمد حسن حسینی فرزند احمد ششدانگ یک باب خانه به مساحت ۲۱۵٫۳۰ متر مربع از پلاک ۲۱۸ اصلی واقع در بخش ۱۰ خریداری از مالک رسمی آقای علی رضایی کلاسه ۱۴۰۳۱۱۴۴۰۰۹۰۰۰۲۲۲ آقای محمد حسن حسینی فرزند احمد ششدانگ یک باب خانه به مساحت ۲۱۵٫۳۰ متر مربع از پلاک ۲۱۸ اصلی واقع در بخش ۱۰ خریداری از مالک رسمی آقای علی رضایی کلاسه ۱۴۰۳۱۱۴۴۰۰۹۰۰۰۲۲۲ آقای محمد حسن حسینی فرزند احمد ششدانگ یک باب خانه به مساحت ۲۱۵٫۳۰ متر مربع از پلاک ۲۱۸ اصلی واقع در بخش ۱۰ خریداری از مالک رسمی آقای علی رضایی کلاسه ۱۴۰۳۱۱۴۴۰۰۹۰۰۰۲۲۲ آقای محمد حسن حسینی فرزند احمد ششدانگ یک باب خانه به مساحت ۲۱۵٫۳۰ متر مربع از پلاک ۲۱۸ اصلی واقع در بخش ۱۰ خریداری از مالک رسمی آقای علی رضایی کلاسه ۱۴۰۳۱۱۴۴۰۰۹۰۰۰۲۲۲ آقای محمد حسن حسینی فرزند احمد ششدانگ یک باب خانه به مساحت ۲۱۵٫۳۰ متر مربع از پلاک ۲۱۸ اصلی واقع در بخش ۱۰ خریداری از مالک رسمی آقای علی رضایی کلاسه ۱۴۰۳۱۱۴۴۰۰۹۰۰۰۲۲۲ آقای محمد حسن حسینی فرزند احمد ششدانگ یک باب خانه به مساحت ۲۱۵٫۳۰ متر مربع از پلاک ۲۱۸ اصلی واقع در بخش ۱۰ خریداری از مالک رسمی آقای علی رضایی کلاسه ۱۴۰۳۱۱۴۴۰۰۹۰۰۰۲۲۲ آقای محمد حسن حسینی فرزند احمد ششدانگ یک باب خانه به مساحت ۲۱۵٫۳۰ متر مربع از پلاک ۲۱۸ اصلی واقع در بخش ۱۰ خریداری از مالک رسمی آقای علی رضایی کلاسه ۱۴۰۳۱۱۴۴۰۰۹۰۰۰۲۲۲ آقای محمد حسن حسینی فرزند احمد ششدانگ یک باب خانه به مساحت ۲۱۵٫۳۰ متر مربع از پلاک ۲۱۸ اصلی واقع در بخش ۱۰ خریداری از مالک رسمی آقای علی رضایی کلاسه ۱۴۰۳۱۱۴۴۰۰۹۰۰۰۲۲۲ آقای محمد حسن حسینی فرزند احمد ششدانگ یک باب خانه به مساحت ۲۱۵٫۳۰ متر مربع از پلاک ۲۱۸ اصلی واقع در بخش ۱۰ خریداری از مالک رسمی آقای علی رضایی کلاسه ۱۴۰۳۱۱۴۴۰۰۹۰۰۰۲۲۲ آقای محمد حسن حسینی فرزند احمد ششدانگ یک باب خانه به مساحت ۲۱۵٫۳۰ متر مربع از پلاک ۲۱۸ اصلی واقع در بخش ۱۰ خریداری از مالک رسمی آقای علی رضایی کلاسه ۱۴۰۳۱۱۴۴۰۰۹۰۰۰۲۲۲ آقای محمد حسن حسینی فرزند احمد ششدانگ یک باب خانه به مساحت ۲۱۵٫۳۰ متر مربع از پلاک ۲۱۸ اصلی واقع در بخش ۱۰ خریداری از مالک رسمی آقای علی رضایی کلاسه ۱۴۰۳۱۱۴۴۰۰۹۰۰۰۲۲۲ آقای محمد حسن حسینی فرزند احمد ششدانگ یک باب خانه به مساحت ۲۱۵٫۳۰ متر مربع از پلاک ۲۱۸ اصلی واقع در بخش ۱۰ خریداری از مالک رسمی آقای علی رضایی کلاسه ۱۴۰۳۱۱۴۴۰۰۹۰۰۰۲۲۲ آقای محمد حسن حسینی فرزند احمد ششدانگ یک باب خانه به مساحت ۲۱۵٫۳۰ متر مربع از پلاک ۲۱۸ اصلی واقع در بخش ۱۰ خریداری از مالک رسمی آقای علی رضایی کلاسه ۱۴۰۳۱۱۴۴۰۰۹۰۰۰۲۲۲ آقای محمد حسن حسینی فرزند احمد ششدانگ یک باب خانه به مساحت ۲۱۵٫۳۰ متر مربع از پلاک ۲۱۸ اصلی واقع در بخش ۱۰ خریداری از مالک رسمی آقای علی رضایی کلاسه ۱۴۰۳۱۱۴۴۰۰۹۰۰۰۲۲۲ آقای محمد حسن حسینی فرزند احمد ششدانگ یک باب خانه به مساحت ۲۱۵٫۳۰ متر مربع از پلاک ۲۱۸ اصلی واقع در بخش ۱۰ خریداری از مالک رسمی آقای علی رضایی کلاسه ۱۴۰۳۱۱۴۴۰۰۹۰۰۰۲۲۲ آقای محمد حسن حسینی فرزند احمد ششدانگ یک باب خانه به مساحت ۲۱۵٫۳۰ متر مربع از پلاک ۲۱۸ اصلی واقع در بخش ۱۰ خریداری از مالک رسمی آقای علی رضایی کلاسه ۱۴۰۳۱۱۴۴۰۰۹۰۰۰۲۲۲ آقای محمد حسن حسینی فرزند احمد ششدانگ یک باب خانه به مساحت ۲۱۵٫۳۰ متر مربع از پلاک ۲۱۸ اصلی واقع در بخش ۱۰ خریداری از مالک رسمی آقای علی رضایی کلاسه ۱۴۰۳۱۱۴۴۰۰۹۰۰۰۲۲۲ آقای محمد حسن حسینی فرزند احمد ششدانگ یک باب خانه به مساحت ۲۱۵٫۳۰ متر مربع از پلاک ۲۱۸ اصلی واقع در بخش ۱۰ خریداری از مالک رسمی آقای علی رضایی کلاسه ۱۴۰۳۱۱۴۴۰۰۹۰۰۰۲۲۲ آقای محمد حسن حسینی فرزند احمد ششدانگ یک باب خانه به مساحت ۲۱۵٫۳۰ متر مربع از پلاک ۲۱۸ اصلی واقع در بخش ۱۰ خریداری از مالک رسمی آقای علی رضایی کلاسه ۱۴۰۳۱۱۴۴۰۰۹۰۰۰۲۲۲ آقای محمد حسن حسینی فرزند احمد ششدانگ یک باب خانه به مساحت ۲۱۵٫۳۰ متر مربع از پلاک ۲۱۸ اصلی واقع در بخش ۱۰ خریداری از مالک رسمی آقای علی رضایی کلاسه ۱۴۰۳۱۱۴۴۰۰۹۰۰۰۲۲۲ آقای محمد حسن حسینی فرزند احمد ششدانگ یک باب خانه به مساحت ۲۱۵٫۳۰ متر مربع از پلاک ۲۱۸ اصلی واقع در بخش ۱۰ خریداری از مالک رسمی آقای علی رضایی کلاسه ۱۴۰۳۱۱۴۴۰۰۹۰۰۰۲۲۲ آقای محمد حسن حسینی فرزند احمد ششدانگ یک باب خانه به مساحت ۲۱۵٫۳۰ متر مربع از پلاک ۲۱۸ اصلی واقع در بخش ۱۰ خریداری از مالک رسمی آقای علی رضایی کلاسه ۱۴۰۳۱۱۴۴۰۰۹۰۰۰۲۲۲ آقای محمد حسن حسینی فرزند احمد ششدانگ یک باب خانه به مساحت ۲۱۵٫۳۰ متر مربع از پلاک ۲۱۸ اصلی واقع در بخش ۱۰ خریداری از مالک رسمی آقای علی رضایی کلاسه ۱۴۰۳۱۱۴۴۰۰۹۰۰۰۲۲۲ آقای محمد حسن حسینی فرزند احمد ششدانگ یک باب خانه به مساحت ۲۱۵٫۳۰ متر مربع از پلاک ۲۱۸ اصلی واقع در بخش ۱۰ خریداری از مالک رسمی آقای علی رضایی کلاسه ۱۴۰۳۱۱۴۴۰۰۹۰۰۰۲۲۲ آقای محمد حسن حسینی فرزند احمد ششدانگ یک باب خانه به مساحت ۲۱۵٫۳۰ متر مربع از پلاک ۲۱۸ اصلی واقع در بخش ۱۰ خریداری از مالک رسمی آقای علی رضایی کلاسه ۱۴۰۳۱۱۴۴۰۰۹۰۰۰۲۲۲ آقای محمد حسن حسینی فرزند احمد ششدانگ یک باب خانه به مساحت ۲۱۵٫۳۰ متر مربع از پلاک ۲۱۸ اصلی واقع در بخش ۱۰ خریداری از مالک رسمی آقای علی رضایی کلاسه ۱۴۰۳۱۱۴۴۰۰۹۰۰۰۲۲۲ آقای محمد حسن حسینی فرزند احمد ششدانگ یک باب خانه به مساحت ۲۱۵٫۳۰ متر مربع از پلاک ۲۱۸ اصلی واقع در بخش ۱۰ خریداری از مالک رسمی آقای علی رضایی کلاسه ۱۴۰۳۱۱۴۴۰۰۹۰۰۰۲۲۲ آقای محمد حسن حسینی فرزند احمد ششدانگ یک باب خانه به مساحت ۲۱۵٫۳۰ متر مربع از پلاک ۲۱۸ اصلی واقع در بخش ۱۰ خریداری از مالک رسمی آقای علی رضایی کلاسه ۱۴۰۳۱۱۴۴۰۰۹۰۰۰۲۲۲ آقای محمد حسن حسینی فرزند احمد ششدانگ یک باب خانه به مساحت ۲۱۵٫۳۰ متر مربع از پلاک ۲۱۸ اصلی واقع در بخش ۱۰ خریداری از مالک رسمی آقای علی رضایی کلاسه ۱۴۰۳۱۱۴۴۰۰۹۰۰۰۲۲۲ آقای محمد حسن حسینی فرزند احمد ششدانگ یک باب خانه به مساحت ۲۱۵٫۳۰ متر مربع از پلاک ۲۱۸ اصلی واقع در بخش ۱۰ خریداری از مالک رسمی آقای علی رضایی کلاسه ۱۴۰۳۱۱۴۴۰۰۹۰۰۰۲۲۲ آقای محمد حسن حسینی فرزند احمد ششدانگ یک باب خانه به مساحت ۲۱۵٫۳۰ متر مربع از پلاک ۲۱۸ اصلی واقع در بخش ۱۰ خریداری از مالک رسمی آقای علی رضایی کلاسه ۱۴۰۳۱۱۴۴۰۰۹۰۰۰۲۲۲ آقای محمد حسن حسینی فرزند احمد ششدانگ یک باب خانه به مساحت ۲۱۵٫۳۰ متر مربع از پلاک ۲۱۸ اصلی واقع در بخش ۱۰ خریداری از مالک رسمی آقای علی رضایی کلاسه ۱۴۰۳۱۱۴۴۰۰۹۰۰۰۲۲۲ آقای محمد حسن حسینی فرزند احمد ششدانگ یک باب خانه به مساحت ۲۱۵٫۳۰ متر مربع از پلاک ۲۱۸ اصلی واقع در بخش ۱۰ خریداری از مالک رسمی آقای علی رضایی کلاسه ۱۴۰۳۱۱۴۴۰۰۹۰۰۰۲۲۲ آقای محمد حسن حسینی فرزند احمد ششدانگ یک باب خانه به مساحت ۲۱۵٫۳۰ متر مربع از پلاک ۲۱۸ اصلی واقع در بخش ۱۰ خریداری از مالک رسمی آقای علی رضایی کلاسه ۱۴۰۳۱۱۴۴۰۰۹۰۰۰۲۲۲ آقای محمد حسن حسینی فرزند احمد ششدانگ یک باب خانه به مساحت ۲۱۵٫۳۰ متر مربع از پلاک ۲۱۸ اصلی واقع در بخش ۱۰ خریداری از مالک رسمی آقای علی رضایی کلاسه ۱۴۰۳۱۱۴۴۰۰۹۰۰۰۲۲۲ آقای محمد حسن حسینی فرزند احمد ششدانگ یک باب خانه به مساحت ۲۱۵٫۳۰ متر مربع از پلاک ۲۱۸ اصلی واقع در بخش ۱۰ خریداری از مالک رسمی آقای علی رضایی کلاسه ۱۴۰۳۱۱۴۴۰۰۹۰۰۰۲۲۲ آقای محمد حسن حسینی فرزند احمد ششدانگ یک باب خانه به مساحت ۲۱۵٫۳۰ متر مربع از پلاک ۲۱۸ اصلی واقع در بخش ۱۰ خریداری از مالک رسمی آقای علی رضایی کلاسه ۱۴۰۳۱۱۴۴۰۰۹۰۰۰۲۲۲ آقای محمد حسن حسینی فرزند احمد ششدانگ یک باب خانه به مساحت ۲۱۵٫۳۰ متر مربع از پلاک ۲۱۸ اصلی واقع در بخش ۱۰ خریداری از مالک رسمی آقای علی رضایی کلاسه ۱۴۰۳۱۱۴۴۰۰۹۰۰۰۲۲۲ آقای محمد حسن حسینی فرزند احمد ششدانگ یک باب خانه به مساحت ۲۱۵٫۳۰ متر مربع از پلاک ۲۱۸ اصلی واقع در بخش ۱۰ خریداری از مالک رسمی آقای علی رضایی کلاسه ۱۴۰۳۱۱۴۴۰۰۹۰۰۰۲۲۲ آقای محمد حسن حسینی فرزند احمد ششدانگ یک باب خانه به مساحت ۲۱۵٫۳۰ متر مربع از پلاک ۲۱۸ اصلی واقع در بخش ۱۰ خریداری از مالک رسمی آقای علی رضایی کلاسه ۱۴۰۳۱۱۴۴۰۰۹۰۰۰۲۲۲ آقای محمد حسن حسینی فرزند احمد ششدانگ یک باب خانه به مساحت ۲۱۵٫۳۰ متر مربع از پلاک ۲۱۸ اصلی واقع در بخش ۱۰ خریداری از مالک رسمی آقای علی رضایی کلاسه ۱۴۰۳۱۱۴۴۰۰۹۰۰۰۲۲۲ آقای محمد حسن حسینی فرزند احمد ششدانگ یک باب خانه به مساحت ۲۱۵٫۳۰ متر مربع از پلاک ۲۱۸ اصلی واقع در بخش ۱۰ خریداری از مالک رسمی آقای علی رضایی کلاسه ۱۴۰۳۱۱۴۴۰۰۹۰۰۰۲۲۲ آقای محمد حسن حسینی فرزند احمد ششدانگ یک باب خانه به مساحت ۲۱۵٫۳۰ متر مربع از پلاک ۲۱۸ اصلی واقع در بخش ۱۰ خریداری از مالک رسمی آقای علی رضایی کلاسه ۱۴۰۳۱۱۴۴۰۰۹۰۰۰۲۲۲ آقای محمد حسن حسینی فرزند احمد ششدانگ یک باب خانه به مساحت ۲۱۵٫۳۰ متر مربع از پلاک ۲۱۸ اصلی واقع در بخش ۱۰ خریداری از مالک رسمی آقای علی رضایی کلاسه ۱۴۰۳۱۱۴۴۰۰۹۰۰۰۲۲۲ آقای محمد حسن حسینی فرزند احمد ششدانگ یک باب خانه به مساحت ۲۱۵٫۳۰ متر مربع از پلاک ۲۱۸ اصلی واقع در بخش ۱۰ خریداری از مالک رسمی آقای علی رضایی کلاسه ۱۴۰۳۱۱۴۴۰۰۹۰۰۰۲۲۲ آقای محمد حسن حسینی فرزند احمد ششدانگ یک باب خانه به مساحت ۲۱۵٫۳۰ متر مربع از پلاک ۲۱۸ اصلی واقع در بخش ۱۰ خریداری از مالک رسمی آقای علی رضایی کلاسه ۱۴۰۳۱۱۴۴۰۰۹۰۰۰۲۲۲ آقای محمد حسن حسینی فرزند احمد ششدانگ یک باب خانه به مساحت ۲۱۵٫۳۰ متر مربع از پلاک ۲۱۸ اصلی واقع در بخش ۱۰ خریداری از مالک رسمی آقای علی رضایی کلاسه ۱۴۰۳۱۱۴۴۰۰۹۰۰۰۲۲۲ آقای محمد حسن حسینی فرزند احمد ششدانگ یک باب خانه به مساحت ۲۱۵٫۳۰ متر مربع از پلاک ۲۱۸ اصلی واقع در بخش ۱۰ خریداری از مالک رسمی آقای علی رضایی کلاسه ۱۴۰۳۱۱۴۴۰۰۹۰۰۰۲۲۲ آقای محمد حسن حسینی فرزند احمد ششدانگ یک باب خانه به مساحت ۲۱۵٫۳۰ متر مربع از پلاک ۲۱۸ اصلی واقع در بخش ۱۰ خریداری از مالک رسمی آقای علی رضایی xyxy=(10,47,207,1252)
column-1 xyxy=(622,46,828,1381)
column-4 xyxy=(6,46,211,1277)
notice-columns xyxy=(6,46,828,1381)
publication-date-1: تاریخ انتشار نوبت اول : ۱۴۰۴/۰۴/۱۶ xyxy=(108,1254,207,1261)
column-body: کلاسه ۱۴۰۳۱۱۴۴۰۰۹۰۰۰۲۲۲ آقای محمد حسن حسینی فرزند احمد ششدانگ یک باب خانه به مساحت ۲۱۵٫۳۰ متر مربع از پلاک ۲۱۸ اصلی واقع در بخش ۱۰ خریداری از مالک رسمی آقای علی رضایی کلاسه ۱۴۰۳۱۱۴۴۰۰۹۰۰۰۲۲۲ آقای محمد حسن حسینی فرزند احمد ششدانگ یک باب خانه به مساحت ۲۱۵٫۳۰ متر مربع از پلاک ۲۱۸ اصلی واقع در بخش ۱۰ خریداری از مالک رسمی آقای علی رضایی کلاسه ۱۴۰۳۱۱۴۴۰۰۹۰۰۰۲۲۲ آقای محمد حسن حسینی فرزند احمد ششدانگ یک باب خانه به مساحت ۲۱۵٫۳۰ متر مربع از پلاک ۲۱۸ اصلی واقع در بخش ۱۰ خریداری از مالک رسمی آقای علی رضایی کلاسه ۱۴۰۳۱۱۴۴۰۰۹۰۰۰۲۲۲ آقای محمد حسن حسینی فرزند احمد ششدانگ یک باب خانه به مساحت ۲۱۵٫۳۰ متر مربع از پلاک ۲۱۸ اصلی واقع در بخش ۱۰ خریداری از مالک رسمی آقای علی رضایی کلاسه ۱۴۰۳۱۱۴۴۰۰۹۰۰۰۲۲۲ آقای محمد حسن حسینی فرزند احمد ششدانگ یک باب خانه به مساحت ۲۱۵٫۳۰ متر مربع از پلاک ۲۱۸ اصلی واقع در بخش ۱۰ خریداری از مالک رسمی آقای علی رضایی کلاسه ۱۴۰۳۱۱۴۴۰۰۹۰۰۰۲۲۲ آقای محمد حسن حسینی فرزند احمد ششدانگ یک باب خانه به مساحت ۲۱۵٫۳۰ متر مربع از پلاک ۲۱۸ اصلی واقع در بخش ۱۰ خریداری از مالک رسمی آقای علی رضایی کلاسه ۱۴۰۳۱۱۴۴۰۰۹۰۰۰۲۲۲ آقای محمد حسن حسینی فرزند احمد ششدانگ یک باب خانه به مساحت ۲۱۵٫۳۰ متر مربع از پلاک ۲۱۸ اصلی واقع در بخش ۱۰ خریداری از مالک رسمی آقای علی رضایی کلاسه ۱۴۰۳۱۱۴۴۰۰۹۰۰۰۲۲۲ آقای محمد حسن حسینی فرزند احمد ششدانگ یک باب خانه به مساحت ۲۱۵٫۳۰ متر مربع از پلاک ۲۱۸ اصلی واقع در بخش ۱۰ خریداری از مالک رسمی آقای علی رضایی کلاسه ۱۴۰۳۱۱۴۴۰۰۹۰۰۰۲۲۲ آقای محمد حسن حسینی فرزند احمد ششدانگ یک باب خانه به مساحت ۲۱۵٫۳۰ متر مربع از پلاک ۲۱۸ اصلی واقع در بخش ۱۰ خریداری از مالک رسمی آقای علی رضایی کلاسه ۱۴۰۳۱۱۴۴۰۰۹۰۰۰۲۲۲ آقای محمد حسن حسینی فرزند احمد ششدانگ یک باب خانه به مساحت ۲۱۵٫۳۰ متر مربع از پلاک ۲۱۸ اصلی واقع در بخش ۱۰ خریداری از مالک رسمی آقای علی رضایی کلاسه ۱۴۰۳۱۱۴۴۰۰۹۰۰۰۲۲۲ آقای محمد حسن حسینی فرزند احمد ششدانگ یک باب خانه به مساحت ۲۱۵٫۳۰ متر مربع از پلاک ۲۱۸ اصلی واقع در بخش ۱۰ خریداری از مالک رسمی آقای علی رضایی کلاسه ۱۴۰۳۱۱۴۴۰۰۹۰۰۰۲۲۲ آقای محمد حسن حسینی فرزند احمد ششدانگ یک باب خانه به مساحت ۲۱۵٫۳۰ متر مربع از پلاک ۲۱۸ اصلی واقع در بخش ۱۰ خریداری از مالک رسمی آقای علی رضایی کلاسه ۱۴۰۳۱۱۴۴۰۰۹۰۰۰۲۲۲ آقای محمد حسن حسینی فرزند احمد ششدانگ یک باب خانه به مساحت ۲۱۵٫۳۰ متر مربع از پلاک ۲۱۸ اصلی واقع در بخش ۱۰ خریداری از مالک رسمی آقای علی رضایی کلاسه ۱۴۰۳۱۱۴۴۰۰۹۰۰۰۲۲۲ آقای محمد حسن حسینی فرزند احمد ششدانگ یک باب خانه به مساحت ۲۱۵٫۳۰ متر مربع از پلاک ۲۱۸ اصلی واقع در بخش ۱۰ خریداری از مالک رسمی آقای علی رضایی کلاسه ۱۴۰۳۱۱۴۴۰۰۹۰۰۰۲۲۲ آقای محمد حسن حسینی فرزند احمد ششدانگ یک باب خانه به مساحت ۲۱۵٫۳۰ متر مربع از پلاک ۲۱۸ اصلی واقع در بخش ۱۰ خریداری از مالک رسمی آقای علی رضایی کلاسه ۱۴۰۳۱۱۴۴۰۰۹۰۰۰۲۲۲ آقای محمد حسن حسینی فرزند احمد ششدانگ یک باب خانه به مساحت ۲۱۵٫۳۰ متر مربع از پلاک ۲۱۸ اصلی واقع در بخش ۱۰ خریداری از مالک رسمی آقای علی رضایی کلاسه ۱۴۰۳۱۱۴۴۰۰۹۰۰۰۲۲۲ آقای محمد حسن حسینی فرزند احمد ششدانگ یک باب خانه به مساحت ۲۱۵٫۳۰ متر مربع از پلاک ۲۱۸ اصلی واقع در بخش ۱۰ خریداری از مالک رسمی آقای علی رضایی کلاسه ۱۴۰۳۱۱۴۴۰۰۹۰۰۰۲۲۲ آقای محمد حسن حسینی فرزند احمد ششدانگ یک باب خانه به مساحت ۲۱۵٫۳۰ متر مربع از پلاک ۲۱۸ اصلی واقع در بخش ۱۰ خریداری از مالک رسمی آقای علی رضایی کلاسه ۱۴۰۳۱۱۴۴۰۰۹۰۰۰۲۲۲ آقای محمد حسن حسینی فرزند احمد ششدانگ یک باب خانه به مساحت ۲۱۵٫۳۰ متر مربع از پلاک ۲۱۸ اصلی واقع در بخش ۱۰ خریداری از مالک رسمی آقای علی رضایی کلاسه ۱۴۰۳۱۱۴۴۰۰۹۰۰۰۲۲۲ آقای محمد حسن حسینی فرزند احمد ششدانگ یک باب خانه به مساحت ۲۱۵٫۳۰ متر مربع از پلاک ۲۱۸ اصلی واقع در بخش ۱۰ خریداری از مالک رسمی آقای علی رضایی کلاسه ۱۴۰۳۱۱۴۴۰۰۹۰۰۰۲۲۲ آقای محمد حسن حسینی فرزند احمد ششدانگ یک باب خانه به مساحت ۲۱۵٫۳۰ متر مربع از پلاک ۲۱۸ اصلی واقع در بخش ۱۰ خریداری از مالک رسمی آقای علی رضایی کلاسه ۱۴۰۳۱۱۴۴۰۰۹۰۰۰۲۲۲ آقای محمد حسن حسینی فرزند احمد ششدانگ یک باب خانه به مساحت ۲۱۵٫۳۰ متر مربع از پلاک ۲۱۸ اصلی واقع در بخش ۱۰ خریداری از مالک رسمی آقای علی رضایی کلاسه ۱۴۰۳۱۱۴۴۰۰۹۰۰۰۲۲۲ آقای محمد حسن حسینی فرزند احمد ششدانگ یک باب خانه به مساحت ۲۱۵٫۳۰ متر مربع از پلاک ۲۱۸ اصلی واقع در بخش ۱۰ خریداری از مالک رسمی آقای علی رضایی کلاسه ۱۴۰۳۱۱۴۴۰۰۹۰۰۰۲۲۲ آقای محمد حسن حسینی فرزند احمد ششدانگ یک باب خانه به مساحت ۲۱۵٫۳۰ متر مربع از پلاک ۲۱۸ اصلی واقع در بخش ۱۰ خریداری از مالک رسمی آقای علی رضایی کلاسه ۱۴۰۳۱۱۴۴۰۰۹۰۰۰۲۲۲ آقای محمد حسن حسینی فرزند احمد ششدانگ یک باب خانه به مساحت ۲۱۵٫۳۰ متر مربع از پلاک ۲۱۸ اصلی واقع در بخش ۱۰ خریداری از مالک رسمی آقای علی رضایی کلاسه ۱۴۰۳۱۱۴۴۰۰۹۰۰۰۲۲۲ آقای محمد حسن حسینی فرزند احمد ششدانگ یک باب خانه به مساحت ۲۱۵٫۳۰ متر مربع از پلاک ۲۱۸ اصلی واقع در بخش ۱۰ خریداری از مالک رسمی آقای علی رضایی کلاسه ۱۴۰۳۱۱۴۴۰۰۹۰۰۰۲۲۲ آقای محمد حسن حسینی فرزند احمد ششدانگ یک باب خانه به مساحت ۲۱۵٫۳۰ متر مربع از پلاک ۲۱۸ اصلی واقع در بخش ۱۰ خریداری از مالک رسمی آقای علی رضایی کلاسه ۱۴۰۳۱۱۴۴۰۰۹۰۰۰۲۲۲ آقای محمد حسن حسینی فرزند احمد ششدانگ یک باب خانه به مساحت ۲۱۵٫۳۰ متر مربع از پلاک ۲۱۸ اصلی واقع در بخش ۱۰ خریداری از مالک رسمی آقای علی رضایی کلاسه ۱۴۰۳۱۱۴۴۰۰۹۰۰۰۲۲۲ آقای محمد حسن حسینی فرزند احمد ششدانگ یک باب خانه به مساحت ۲۱۵٫۳۰ متر مربع از پلاک ۲۱۸ اصلی واقع در بخش ۱۰ خریداری از مالک رسمی آقای علی رضایی کلاسه ۱۴۰۳۱۱۴۴۰۰۹۰۰۰۲۲۲ آقای محمد حسن حسینی فرزند احمد ششدانگ یک باب خانه به مساحت ۲۱۵٫۳۰ متر مربع از پلاک ۲۱۸ اصلی واقع در بخش ۱۰ خریداری از مالک رسمی آقای علی رضایی کلاسه ۱۴۰۳۱۱۴۴۰۰۹۰۰۰۲۲۲ آقای محمد حسن حسینی فرزند احمد ششدانگ یک باب خانه به مساحت ۲۱۵٫۳۰ متر مربع از پلاک ۲۱۸ اصلی واقع در بخش ۱۰ خریداری از مالک رسمی آقای علی رضایی کلاسه ۱۴۰۳۱۱۴۴۰۰۹۰۰۰۲۲۲ آقای محمد حسن حسینی فرزند احمد ششدانگ یک باب خانه به مساحت ۲۱۵٫۳۰ متر مربع از پلاک ۲۱۸ اصلی واقع در بخش ۱۰ خریداری از مالک رسمی آقای علی رضایی کلاسه ۱۴۰۳۱۱۴۴۰۰۹۰۰۰۲۲۲ آقای محمد حسن حسینی فرزند احمد ششدانگ یک باب خانه به مساحت ۲۱۵٫۳۰ متر مربع از پلاک ۲۱۸ اصلی واقع در بخش ۱۰ خریداری از مالک رسمی آقای علی رضایی کلاسه ۱۴۰۳۱۱۴۴۰۰۹۰۰۰۲۲۲ آقای محمد حسن حسینی فرزند احمد ششدانگ یک باب خانه به مساحت ۲۱۵٫۳۰ متر مربع از پلاک ۲۱۸ اصلی واقع در بخش ۱۰ خریداری از مالک رسمی آقای علی رضایی کلاسه ۱۴۰۳۱۱۴۴۰۰۹۰۰۰۲۲۲ آقای محمد حسن حسینی فرزند احمد ششدانگ یک باب خانه به مساحت ۲۱۵٫۳۰ متر مربع از پلاک ۲۱۸ اصلی واقع در بخش ۱۰ خریداری از مالک رسمی آقای علی رضایی کلاسه ۱۴۰۳۱۱۴۴۰۰۹۰۰۰۲۲۲ آقای محمد حسن حسینی فرزند احمد ششدانگ یک باب خانه به مساحت ۲۱۵٫۳۰ متر مربع از پلاک ۲۱۸ اصلی واقع در بخش ۱۰ خریداری از مالک رسمی آقای علی رضایی کلاسه ۱۴۰۳۱۱۴۴۰۰۹۰۰۰۲۲۲ آقای محمد حسن حسینی فرزند احمد ششدانگ یک باب خانه به مساحت ۲۱۵٫۳۰ متر مربع از پلاک ۲۱۸ اصلی واقع در بخش ۱۰ خریداری از مالک رسمی آقای علی رضایی کلاسه ۱۴۰۳۱۱۴۴۰۰۹۰۰۰۲۲۲ آقای محمد حسن حسینی فرزند احمد ششدانگ یک باب خانه به مساحت ۲۱۵٫۳۰ متر مربع از پلاک ۲۱۸ اصلی واقع در بخش ۱۰ خریداری از مالک رسمی آقای علی رضایی کلاسه ۱۴۰۳۱۱۴۴۰۰۹۰۰۰۲۲۲ آقای محمد حسن حسینی فرزند احمد ششدانگ یک باب خانه به مساحت ۲۱۵٫۳۰ متر مربع از پلاک ۲۱۸ اصلی واقع در بخش ۱۰ خریداری از مالک رسمی آقای علی رضایی کلاسه ۱۴۰۳۱۱۴۴۰۰۹۰۰۰۲۲۲ آقای محمد حسن حسینی فرزند احمد ششدانگ یک باب خانه به مساحت ۲۱۵٫۳۰ متر مربع از پلاک ۲۱۸ اصلی واقع در بخش ۱۰ خریداری از مالک رسمی آقای علی رضایی کلاسه ۱۴۰۳۱۱۴۴۰۰۹۰۰۰۲۲۲ آقای محمد حسن حسینی فرزند احمد ششدانگ یک باب خانه به مساحت ۲۱۵٫۳۰ متر مربع از پلاک ۲۱۸ اصلی واقع در بخش ۱۰ خریداری از مالک رسمی آقای علی رضایی کلاسه ۱۴۰۳۱۱۴۴۰۰۹۰۰۰۲۲۲ آقای محمد حسن حسینی فرزند احمد ششدانگ یک باب خانه به مساحت ۲۱۵٫۳۰ متر مربع از پلاک ۲۱۸ اصلی واقع در بخش ۱۰ خریداری از مالک رسمی آقای علی رضایی کلاسه ۱۴۰۳۱۱۴۴۰۰۹۰۰۰۲۲۲ آقای محمد حسن حسینی فرزند احمد ششدانگ یک باب خانه به مساحت ۲۱۵٫۳۰ متر مربع از پلاک ۲۱۸ اصلی واقع در بخش ۱۰ خریداری از مالک رسمی آقای علی رضایی کلاسه ۱۴۰۳۱۱۴۴۰۰۹۰۰۰۲۲۲ آقای محمد حسن حسینی فرزند احمد ششدانگ یک باب خانه به مساحت ۲۱۵٫۳۰ متر مربع از پلاک ۲۱۸ اصلی واقع در بخش ۱۰ خریداری از مالک رسمی آقای علی رضایی کلاسه ۱۴۰۳۱۱۴۴۰۰۹۰۰۰۲۲۲ آقای محمد حسن حسینی فرزند احمد ششدانگ یک باب خانه به مساحت ۲۱۵٫۳۰ متر مربع از پلاک ۲۱۸ اصلی واقع در بخش ۱۰ خریداری از مالک رسمی آقای علی رضایی کلاسه ۱۴۰۳۱۱۴۴۰۰۹۰۰۰۲۲۲ آقای محمد حسن حسینی فرزند احمد ششدانگ یک باب خانه به مساحت ۲۱۵٫۳۰ متر مربع از پلاک ۲۱۸ اصلی واقع در بخش ۱۰ خریداری از مالک رسمی آقای علی رضایی کلاسه ۱۴۰۳۱۱۴۴۰۰۹۰۰۰۲۲۲ آقای محمد حسن حسینی فرزند احمد ششدانگ یک باب خانه به مساحت ۲۱۵٫۳۰ متر مربع از پلاک ۲۱۸ اصلی واقع در بخش ۱۰ خریداری از مالک رسمی آقای علی رضایی کلاسه ۱۴۰۳۱۱۴۴۰۰۹۰۰۰۲۲۲ آقای محمد حسن حسینی فرزند احمد ششدانگ یک باب خانه به مساحت ۲۱۵٫۳۰ متر مربع از پلاک ۲۱۸ اصلی واقع در بخش ۱۰ خریداری از مالک رسمی آقای علی رضایی کلاسه ۱۴۰۳۱۱۴۴۰۰۹۰۰۰۲۲۲ آقای محمد حسن حسینی فرزند احمد ششدانگ یک باب خانه به مساحت ۲۱۵٫۳۰ متر مربع از پلاک ۲۱۸ اصلی واقع در بخش ۱۰ خریداری از مالک رسمی آقای علی رضایی کلاسه ۱۴۰۳۱۱۴۴۰۰۹۰۰۰۲۲۲ آقای محمد حسن حسینی فرزند احمد ششدانگ یک باب خانه به مساحت ۲۱۵٫۳۰ متر مربع از پلاک ۲۱۸ اصلی واقع در بخش ۱۰ خریداری از مالک رسمی آقای علی رضایی کلاسه ۱۴۰۳۱۱۴۴۰۰۹۰۰۰۲۲۲ آقای محمد حسن حسینی فرزند احمد ششدانگ یک باب خانه به مساحت ۲۱۵٫۳۰ متر مربع از پلاک ۲۱۸ اصلی واقع در بخش ۱۰ خریداری از مالک رسمی آقای علی رضایی کلاسه ۱۴۰۳۱۱۴۴۰۰۹۰۰۰۲۲۲ آقای محمد حسن حسینی فرزند احمد ششدانگ یک باب خانه به مساحت ۲۱۵٫۳۰ متر مربع از پلاک ۲۱۸ اصلی واقع در بخش ۱۰ خریداری از مالک رسمی آقای علی رضایی کلاسه ۱۴۰۳۱۱۴۴۰۰۹۰۰۰۲۲۲ آقای محمد حسن حسینی فرزند احمد ششدانگ یک باب خانه به مساحت ۲۱۵٫۳۰ متر مربع از پلاک ۲۱۸ اصلی واقع در بخش ۱۰ خریداری از مالک رسمی آقای علی رضایی کلاسه ۱۴۰۳۱۱۴۴۰۰۹۰۰۰۲۲۲ آقای محمد حسن حسینی فرزند احمد ششدانگ یک باب خانه به مساحت ۲۱۵٫۳۰ متر مربع از پلاک ۲۱۸ اصلی واقع در بخش ۱۰ خریداری از مالک رسمی آقای علی رضایی کلاسه ۱۴۰۳۱۱۴۴۰۰۹۰۰۰۲۲۲ آقای محمد حسن حسینی فرزند احمد ششدانگ یک باب خانه به مساحت ۲۱۵٫۳۰ متر مربع از پلاک ۲۱۸ اصلی واقع در بخش ۱۰ خریداری از مالک رسمی آقای علی رضایی کلاسه ۱۴۰۳۱۱۴۴۰۰۹۰۰۰۲۲۲ آقای محمد حسن حسینی فرزند احمد ششدانگ یک باب خانه به مساحت ۲۱۵٫۳۰ متر مربع از پلاک ۲۱۸ اصلی واقع در بخش ۱۰ خریداری از مالک رسمی آقای علی رضایی کلاسه ۱۴۰۳۱۱۴۴۰۰۹۰۰۰۲۲۲ آقای محمد حسن حسینی فرزند احمد ششدانگ یک باب خانه به مساحت ۲۱۵٫۳۰ متر مربع از پلاک ۲۱۸ اصلی واقع در بخش ۱۰ خریداری از مالک رسمی آقای علی رضایی کلاسه ۱۴۰۳۱۱۴۴۰۰۹۰۰۰۲۲۲ آقای محمد حسن حسینی فرزند احمد ششدانگ یک باب خانه به مساحت ۲۱۵٫۳۰ متر مربع از پلاک ۲۱۸ اصلی واقع در بخش ۱۰ خریداری از مالک رسمی آقای علی رضایی کلاسه ۱۴۰۳۱۱۴۴۰۰۹۰۰۰۲۲۲ آقای محمد حسن حسینی فرزند احمد ششدانگ یک باب خانه به مساحت ۲۱۵٫۳۰ متر مربع از پلاک ۲۱۸ اصلی واقع در بخش ۱۰ خریداری از مالک رسمی آقای علی رضایی کلاسه ۱۴۰۳۱۱۴۴۰۰۹۰۰۰۲۲۲ آقای محمد حسن حسینی فرزند احمد ششدانگ یک باب خانه به مساحت ۲۱۵٫۳۰ متر مربع از پلاک ۲۱۸ اصلی واقع در بخش ۱۰ خریداری از مالک رسمی آقای علی رضایی xyxy=(421,47,619,1252)
section-label: آگهی xyxy=(713,6,758,26)
masthead xyxy=(0,0,834,40)
page-number: ۶ xyxy=(812,2,826,31)
notice-title: آگهی موضوع ماده ۳ قانون و ماده ۱۳ آیین‌نامه قانون تعیین تکلیف وضعیت ثبتی و اراضی و ساختمان‌های فاقد سند رسمی xyxy=(627,46,824,75)
notice-subheading: پلاک ۲۱۸ اصلی روستای xyxy=(758,143,824,150)
site-url[interactable]: WWW.QUDSONLINE.IR xyxy=(12,9,161,24)
